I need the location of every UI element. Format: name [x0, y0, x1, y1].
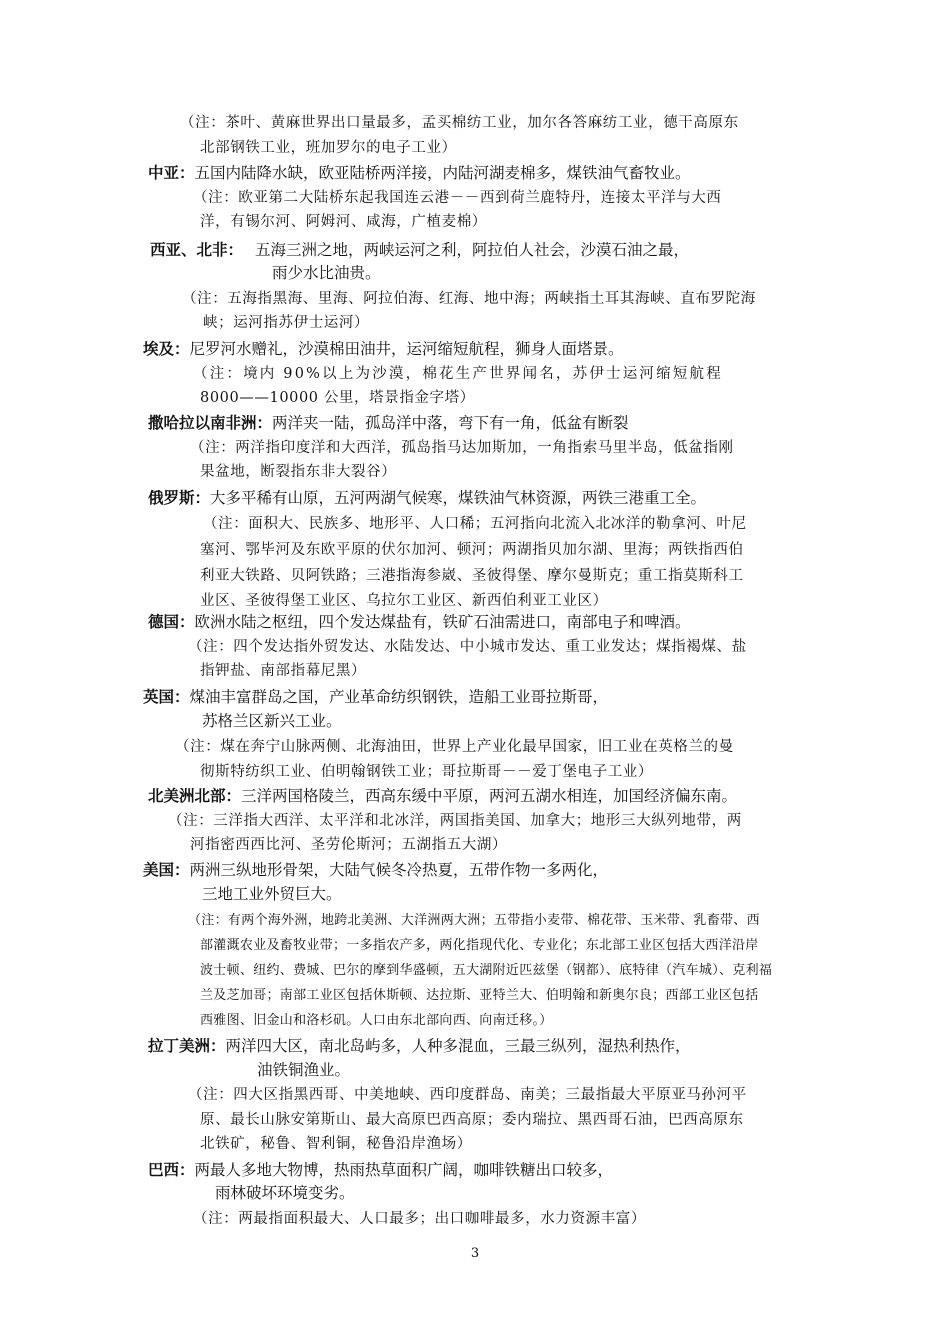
brazil-note-line-1: （注：两最指面积最大、人口最多；出口咖啡最多，水力资源丰富）: [193, 1211, 646, 1227]
uk-note-line-1: （注：煤在奔宁山脉两侧、北海油田，世界上产业化最早国家，旧工业在英格兰的曼: [175, 739, 734, 755]
central-asia-text: 五国内陆降水缺，欧亚陆桥两洋接，内陆河湖麦棉多，煤铁油气畜牧业。: [194, 164, 691, 182]
north-america-line: [148, 785, 737, 807]
sub-saharan-note-line-2: 果盆地，断裂指东非大裂谷）: [200, 464, 397, 480]
russia-note-line-2: 塞河、鄂毕河及东欧平原的伏尔加河、顿河；两湖指贝加尔湖、里海；两铁指西伯: [200, 542, 744, 558]
latin-america-note-line-3: 北铁矿，秘鲁、智利铜，秘鲁沿岸渔场）: [200, 1136, 472, 1152]
russia-note-line-4: 业区、圣彼得堡工业区、乌拉尔工业区、新西伯利亚工业区）: [200, 593, 608, 609]
uk-text-1: 煤油丰富群岛之国，产业革命纺织钢铁，造船工业哥拉斯哥，: [189, 688, 609, 706]
north-america-note-line-1: （注：三洋指大西洋、太平洋和北冰洋，两国指美国、加拿大；地形三大纵列地带，两: [168, 813, 742, 829]
sub-saharan-text: 两洋夹一陆，孤岛洋中落，弯下有一角，低盆有断裂: [272, 414, 629, 432]
russia-heading: 俄罗斯：: [148, 489, 211, 507]
latin-america-line-1: [148, 1035, 691, 1057]
usa-text-1: 两洲三纵地形骨架，大陆气候冬冷热夏，五带作物一多两化，: [189, 861, 609, 879]
uk-heading: 英国：: [143, 688, 190, 706]
west-asia-text-1: 五海三洲之地，两峡运河之利，阿拉伯人社会，沙漠石油之最，: [255, 241, 690, 259]
central-asia-note-line-1: （注：欧亚第二大陆桥东起我国连云港－－西到荷兰鹿特丹，连接太平洋与大西: [193, 190, 722, 206]
central-asia-line: [148, 162, 691, 184]
sub-saharan-line: [148, 412, 629, 434]
latin-america-text-2: 油铁铜渔业。: [257, 1061, 351, 1079]
west-asia-heading: 西亚、北非：: [150, 241, 244, 259]
west-asia-line-1: [150, 239, 689, 261]
uk-text-2: 苏格兰区新兴工业。: [202, 712, 342, 730]
usa-note-line-3: 波士顿、纽约、费城、巴尔的摩到华盛顿，五大湖附近匹兹堡（钢都）、底特律（汽车城）、克利福: [200, 963, 773, 978]
egypt-heading: 埃及：: [143, 340, 190, 358]
russia-line: [148, 487, 706, 509]
egypt-note-line-2: 8000——10000 公里，塔景指金字塔）: [200, 390, 475, 406]
germany-note-line-1: （注：四个发达指外贸发达、水陆发达、中小城市发达、重工业发达；煤指褐煤、盐: [188, 639, 747, 655]
latin-america-text-1: 两洋四大区，南北岛屿多，人种多混血，三最三纵列，湿热利热作，: [225, 1037, 691, 1055]
india-note-line-2: 北部钢铁工业，班加罗尔的电子工业）: [200, 140, 457, 156]
brazil-heading: 巴西：: [148, 1161, 195, 1179]
brazil-text-2: 雨林破坏环境变劣。: [215, 1184, 355, 1202]
north-america-heading: 北美洲北部：: [148, 787, 242, 805]
egypt-text: 尼罗河水赠礼，沙漠棉田油井，运河缩短航程，狮身人面塔景。: [189, 340, 624, 358]
sub-saharan-note-line-1: （注：两洋指印度洋和大西洋，孤岛指马达加斯加，一角指索马里半岛，低盆指刚: [190, 440, 734, 456]
uk-line-1: [143, 686, 608, 708]
germany-line: [148, 611, 691, 633]
usa-heading: 美国：: [143, 861, 190, 879]
germany-note-line-2: 指钾盐、南部指幕尼黑）: [200, 663, 367, 679]
west-asia-note-line-1: （注：五海指黑海、里海、阿拉伯海、红海、地中海；两峡指土耳其海峡、直布罗陀海: [182, 291, 756, 307]
latin-america-note-line-2: 原、最长山脉安第斯山、最大高原巴西高原；委内瑞拉、黑西哥石油，巴西高原东: [200, 1112, 744, 1128]
north-america-text: 三洋两国格陵兰，西高东缓中平原，两河五湖水相连，加国经济偏东南。: [241, 787, 738, 805]
usa-note-line-4: 兰及芝加哥；南部工业区包括休斯顿、达拉斯、亚特兰大、伯明翰和新奥尔良；西部工业区包括: [200, 988, 759, 1003]
west-asia-note-line-2: 峡；运河指苏伊士运河）: [203, 315, 370, 331]
russia-note-line-3: 利亚大铁路、贝阿铁路；三港指海参崴、圣彼得堡、摩尔曼斯克；重工指莫斯科工: [200, 568, 744, 584]
usa-line-1: [143, 859, 608, 881]
north-america-note-line-2: 河指密西西比河、圣劳伦斯河；五湖指五大湖）: [190, 837, 508, 853]
sub-saharan-heading: 撒哈拉以南非洲：: [148, 414, 273, 432]
russia-note-line-1: （注：面积大、民族多、地形平、人口稀；五河指向北流入北冰洋的勒拿河、叶尼: [203, 516, 747, 532]
egypt-note-line-1: （注：境内 90%以上为沙漠，棉花生产世界闻名，苏伊士运河缩短航程: [193, 366, 723, 382]
germany-heading: 德国：: [148, 613, 195, 631]
usa-note-line-2: 部灌溉农业及畜牧业带；一多指农产多，两化指现代化、专业化；东北部工业区包括大西洋沿岸: [200, 938, 759, 953]
central-asia-note-line-2: 洋，有锡尔河、阿姆河、咸海，广植麦棉）: [200, 214, 487, 230]
west-asia-text-2: 雨少水比油贵。: [272, 264, 381, 282]
usa-text-2: 三地工业外贸巨大。: [202, 885, 342, 903]
latin-america-heading: 拉丁美洲：: [148, 1037, 226, 1055]
brazil-text-1: 两最人多地大物博，热雨热草面积广阔，咖啡铁糖出口较多，: [194, 1161, 614, 1179]
brazil-line-1: [148, 1159, 613, 1181]
latin-america-note-line-1: （注：四大区指黑西哥、中美地峡、西印度群岛、南美；三最指最大平原亚马孙河平: [188, 1087, 747, 1103]
page-number: 3: [470, 1246, 480, 1261]
russia-text: 大多平稀有山原，五河两湖气候寒，煤铁油气林资源，两铁三港重工全。: [210, 489, 707, 507]
central-asia-heading: 中亚：: [148, 164, 195, 182]
india-note-line-1: （注：茶叶、黄麻世界出口量最多，孟买棉纺工业，加尔各答麻纺工业，德干高原东: [180, 115, 739, 131]
usa-note-line-1: （注：有两个海外洲，地跨北美洲、大洋洲两大洲；五带指小麦带、棉花带、玉米带、乳畜带、西: [188, 913, 760, 928]
egypt-line: [143, 338, 624, 360]
usa-note-line-5: 西雅图、旧金山和洛杉矶。人口由东北部向西、向南迁移。）: [200, 1013, 553, 1028]
uk-note-line-2: 彻斯特纺织工业、伯明翰钢铁工业；哥拉斯哥－－爱丁堡电子工业）: [200, 764, 653, 780]
germany-text: 欧洲水陆之枢纽，四个发达煤盐有，铁矿石油需进口，南部电子和啤酒。: [194, 613, 691, 631]
